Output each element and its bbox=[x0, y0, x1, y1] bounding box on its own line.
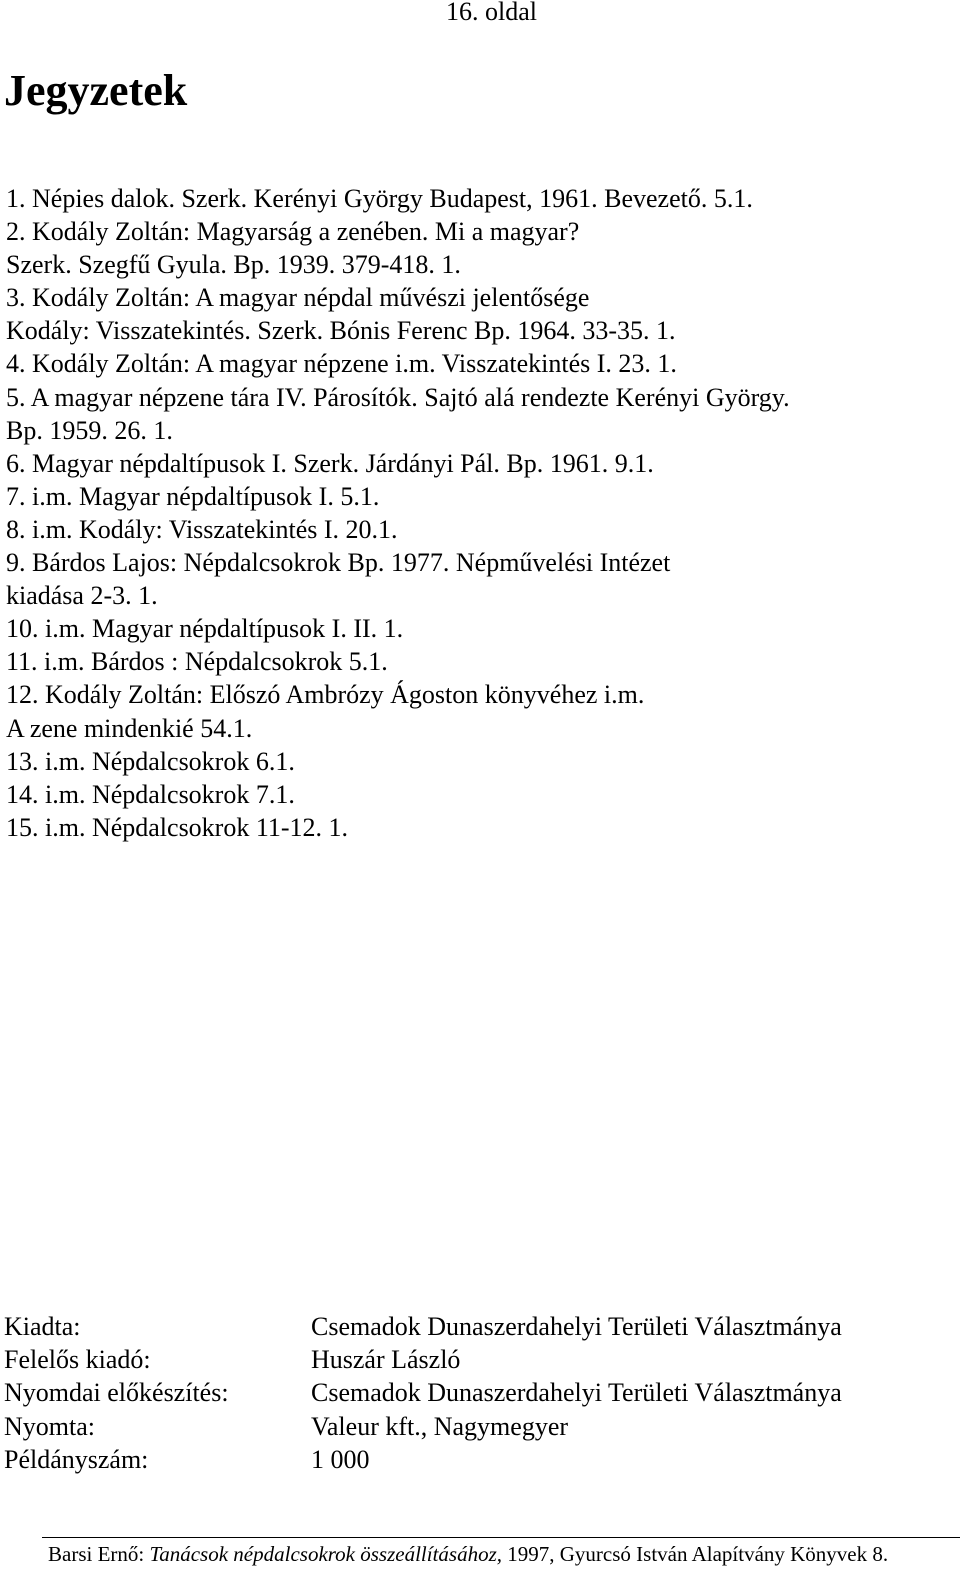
note-line: 5. A magyar népzene tára IV. Párosítók. Sajtó alá rendezte Kerényi György. bbox=[6, 382, 790, 412]
note-line: 14. i.m. Népdalcsokrok 7.1. bbox=[6, 779, 295, 809]
imprint-label: Felelős kiadó: bbox=[4, 1345, 151, 1375]
note-line: 8. i.m. Kodály: Visszatekintés I. 20.1. bbox=[6, 514, 398, 544]
note-line: 9. Bárdos Lajos: Népdalcsokrok Bp. 1977. Népművelési Intézet bbox=[6, 548, 671, 578]
imprint-value: Valeur kft., Nagymegyer bbox=[311, 1411, 569, 1441]
page-title: Jegyzetek bbox=[4, 66, 188, 115]
note-line: 11. i.m. Bárdos : Népdalcsokrok 5.1. bbox=[6, 647, 388, 677]
page-footer bbox=[48, 1541, 888, 1567]
note-line: 12. Kodály Zoltán: Előszó Ambrózy Ágoston könyvéhez i.m. bbox=[6, 680, 645, 710]
note-line: 4. Kodály Zoltán: A magyar népzene i.m. Visszatekintés I. 23. 1. bbox=[6, 349, 677, 379]
note-line: A zene mindenkié 54.1. bbox=[6, 713, 253, 743]
note-line: 13. i.m. Népdalcsokrok 6.1. bbox=[6, 746, 295, 776]
note-line: 1. Népies dalok. Szerk. Kerényi György Budapest, 1961. Bevezető. 5.1. bbox=[6, 184, 753, 213]
imprint-label: Példányszám: bbox=[4, 1444, 149, 1474]
footer-divider bbox=[42, 1537, 960, 1538]
note-line: kiadása 2-3. 1. bbox=[6, 581, 158, 611]
note-line: 2. Kodály Zoltán: Magyarság a zenében. Mi a magyar? bbox=[6, 217, 580, 247]
imprint-label: Kiadta: bbox=[4, 1312, 81, 1341]
imprint-value: 1 000 bbox=[311, 1444, 370, 1474]
note-line: Bp. 1959. 26. 1. bbox=[6, 415, 173, 445]
footer-author: Barsi Ernő: bbox=[48, 1542, 145, 1566]
note-line: 15. i.m. Népdalcsokrok 11-12. 1. bbox=[6, 812, 349, 842]
imprint-label: Nyomta: bbox=[4, 1411, 95, 1441]
notes-list bbox=[6, 182, 790, 844]
note-line: Kodály: Visszatekintés. Szerk. Bónis Ferenc Bp. 1964. 33-35. 1. bbox=[6, 316, 676, 346]
page-number: 16. oldal bbox=[446, 0, 537, 26]
note-line: 7. i.m. Magyar népdaltípusok I. 5.1. bbox=[6, 481, 380, 511]
imprint-value: Huszár László bbox=[311, 1345, 461, 1375]
note-line: 3. Kodály Zoltán: A magyar népdal művészi jelentősége bbox=[6, 283, 590, 313]
footer-publication-info: 1997, Gyurcsó István Alapítvány Könyvek 8. bbox=[507, 1542, 889, 1566]
note-line: 6. Magyar népdaltípusok I. Szerk. Járdányi Pál. Bp. 1961. 9.1. bbox=[6, 448, 654, 478]
imprint-label: Nyomdai előkészítés: bbox=[4, 1378, 229, 1408]
note-line: 10. i.m. Magyar népdaltípusok I. II. 1. bbox=[6, 614, 404, 644]
imprint-value: Csemadok Dunaszerdahelyi Területi Választmánya bbox=[311, 1378, 842, 1408]
footer-book-title: Tanácsok népdalcsokrok összeállításához, bbox=[149, 1542, 503, 1566]
imprint-value: Csemadok Dunaszerdahelyi Területi Választmánya bbox=[311, 1312, 842, 1341]
note-line: Szerk. Szegfű Gyula. Bp. 1939. 379-418. 1. bbox=[6, 250, 461, 280]
